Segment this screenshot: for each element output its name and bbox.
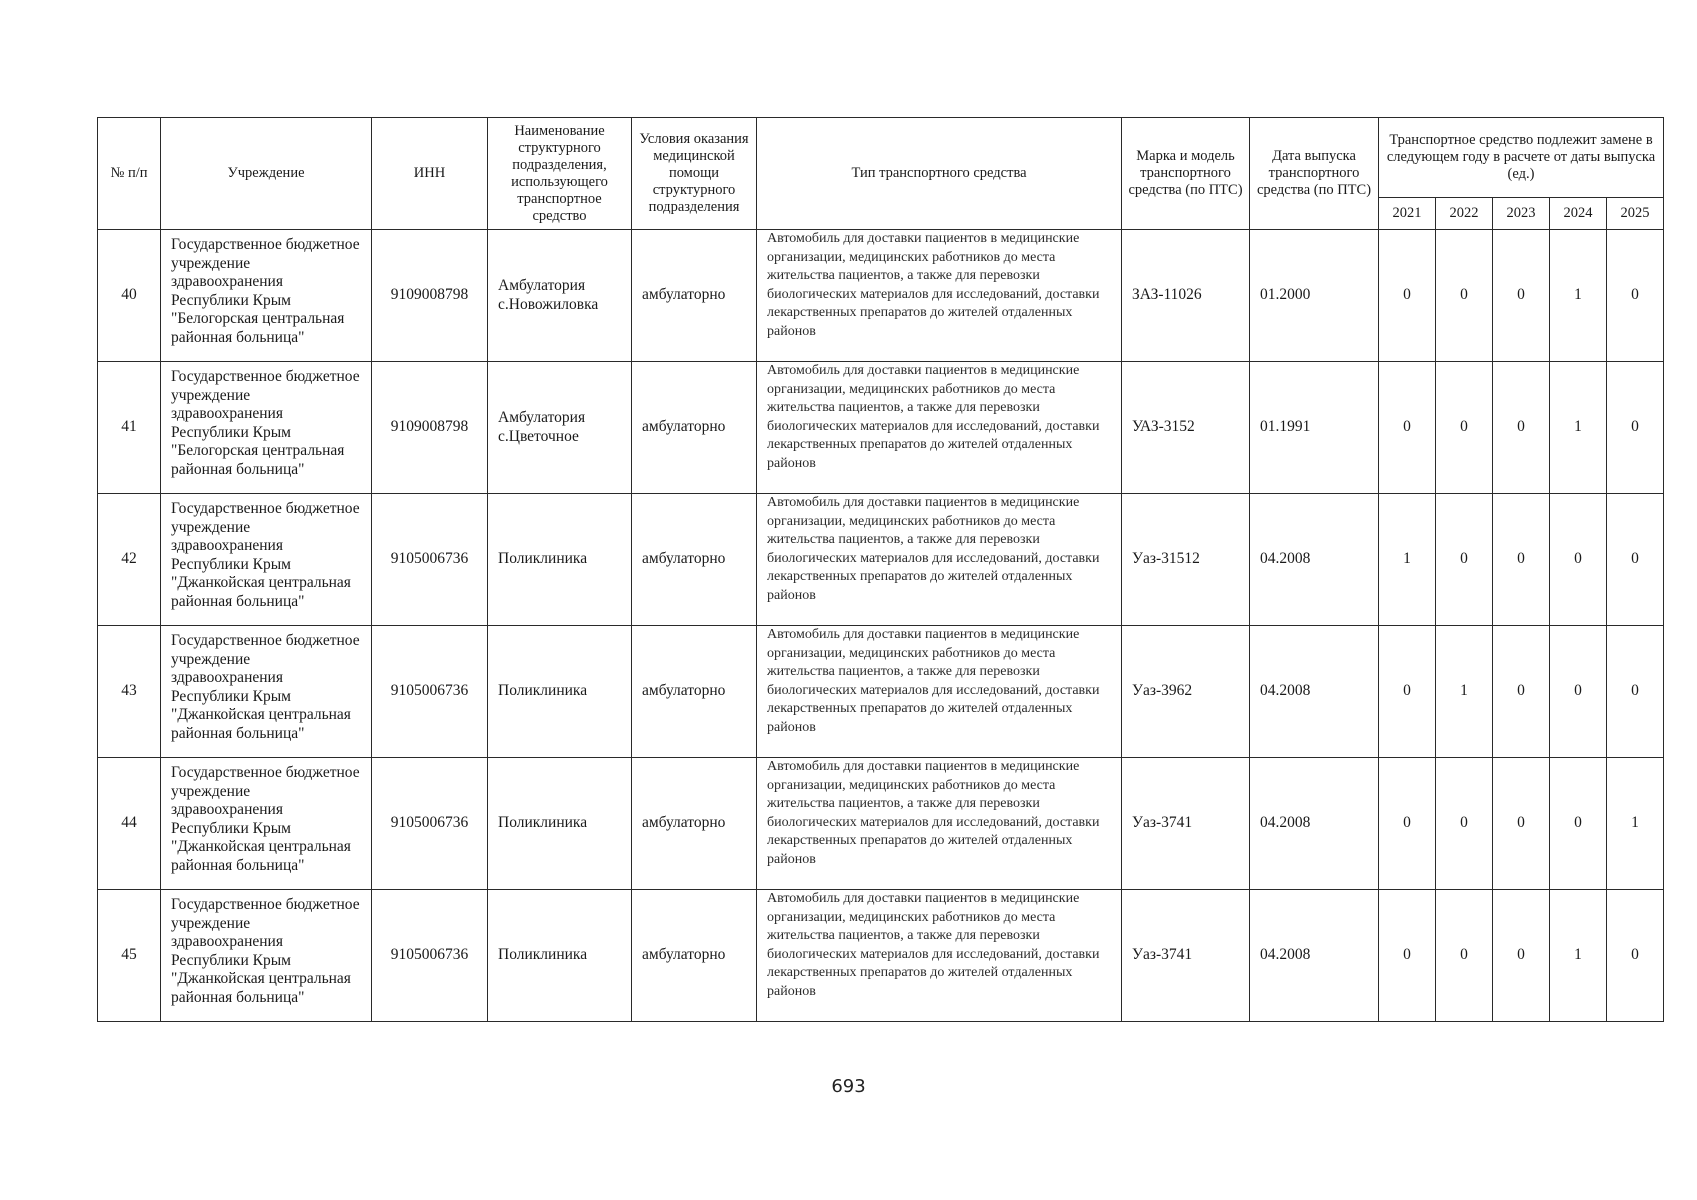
table-row xyxy=(98,626,1664,758)
row-conditions: амбулаторно xyxy=(632,362,757,494)
row-vehicle-type: Автомобиль для доставки пациентов в медицинские организации, медицинских работников до места жительства пациентов, а также для перевозки биологических материалов для исследований, доставки лекарственных препаратов до жителей отдаленных районов xyxy=(757,230,1122,362)
row-year-value: 1 xyxy=(1550,230,1607,362)
row-num: 42 xyxy=(98,494,161,626)
row-num: 41 xyxy=(98,362,161,494)
row-year-value: 0 xyxy=(1607,890,1664,1022)
row-year-value: 0 xyxy=(1550,758,1607,890)
row-model: Уаз-3741 xyxy=(1122,890,1250,1022)
row-model: УАЗ-3152 xyxy=(1122,362,1250,494)
header-year: 2021 xyxy=(1379,198,1436,230)
row-unit: Поликлиника xyxy=(488,758,632,890)
row-num: 40 xyxy=(98,230,161,362)
row-year-value: 0 xyxy=(1436,494,1493,626)
row-year-value: 1 xyxy=(1607,758,1664,890)
row-unit: Поликлиника xyxy=(488,626,632,758)
row-vehicle-type: Автомобиль для доставки пациентов в медицинские организации, медицинских работников до места жительства пациентов, а также для перевозки биологических материалов для исследований, доставки лекарственных препаратов до жителей отдаленных районов xyxy=(757,626,1122,758)
header-institution: Учреждение xyxy=(161,118,372,230)
table-row xyxy=(98,890,1664,1022)
row-model: ЗАЗ-11026 xyxy=(1122,230,1250,362)
row-inn: 9105006736 xyxy=(372,890,488,1022)
header-conditions: Условия оказания медицинской помощи структурного подразделения xyxy=(632,118,757,230)
row-year-value: 1 xyxy=(1436,626,1493,758)
row-release-date: 04.2008 xyxy=(1250,758,1379,890)
page-number: 693 xyxy=(831,1076,866,1097)
header-inn: ИНН xyxy=(372,118,488,230)
row-year-value: 0 xyxy=(1379,230,1436,362)
row-conditions: амбулаторно xyxy=(632,494,757,626)
row-inn: 9105006736 xyxy=(372,494,488,626)
row-year-value: 0 xyxy=(1436,890,1493,1022)
row-year-value: 0 xyxy=(1493,230,1550,362)
row-vehicle-type: Автомобиль для доставки пациентов в медицинские организации, медицинских работников до места жительства пациентов, а также для перевозки биологических материалов для исследований, доставки лекарственных препаратов до жителей отдаленных районов xyxy=(757,494,1122,626)
row-vehicle-type: Автомобиль для доставки пациентов в медицинские организации, медицинских работников до места жительства пациентов, а также для перевозки биологических материалов для исследований, доставки лекарственных препаратов до жителей отдаленных районов xyxy=(757,890,1122,1022)
row-year-value: 0 xyxy=(1550,494,1607,626)
row-vehicle-type: Автомобиль для доставки пациентов в медицинские организации, медицинских работников до места жительства пациентов, а также для перевозки биологических материалов для исследований, доставки лекарственных препаратов до жителей отдаленных районов xyxy=(757,362,1122,494)
row-year-value: 0 xyxy=(1493,758,1550,890)
row-year-value: 0 xyxy=(1493,626,1550,758)
row-year-value: 0 xyxy=(1607,626,1664,758)
row-release-date: 04.2008 xyxy=(1250,626,1379,758)
row-model: Уаз-3962 xyxy=(1122,626,1250,758)
row-institution: Государственное бюджетное учреждение здравоохранения Республики Крым "Белогорская центральная районная больница" xyxy=(161,230,372,362)
header-year: 2023 xyxy=(1493,198,1550,230)
row-unit: Поликлиника xyxy=(488,494,632,626)
row-model: Уаз-3741 xyxy=(1122,758,1250,890)
row-institution: Государственное бюджетное учреждение здравоохранения Республики Крым "Джанкойская центральная районная больница" xyxy=(161,890,372,1022)
row-release-date: 04.2008 xyxy=(1250,494,1379,626)
row-unit: Поликлиника xyxy=(488,890,632,1022)
row-conditions: амбулаторно xyxy=(632,758,757,890)
row-num: 44 xyxy=(98,758,161,890)
row-model: Уаз-31512 xyxy=(1122,494,1250,626)
row-release-date: 04.2008 xyxy=(1250,890,1379,1022)
row-year-value: 0 xyxy=(1379,758,1436,890)
row-year-value: 1 xyxy=(1550,890,1607,1022)
row-conditions: амбулаторно xyxy=(632,890,757,1022)
header-year: 2024 xyxy=(1550,198,1607,230)
header-year: 2025 xyxy=(1607,198,1664,230)
row-release-date: 01.2000 xyxy=(1250,230,1379,362)
table-body xyxy=(98,230,1664,1022)
row-inn: 9105006736 xyxy=(372,758,488,890)
table-header xyxy=(98,118,1664,230)
header-model: Марка и модель транспортного средства (по ПТС) xyxy=(1122,118,1250,230)
row-year-value: 0 xyxy=(1607,362,1664,494)
row-institution: Государственное бюджетное учреждение здравоохранения Республики Крым "Белогорская центральная районная больница" xyxy=(161,362,372,494)
row-year-value: 0 xyxy=(1493,362,1550,494)
row-release-date: 01.1991 xyxy=(1250,362,1379,494)
row-inn: 9105006736 xyxy=(372,626,488,758)
row-year-value: 1 xyxy=(1550,362,1607,494)
vehicle-replacement-table xyxy=(97,117,1664,1022)
table-row xyxy=(98,362,1664,494)
row-institution: Государственное бюджетное учреждение здравоохранения Республики Крым "Джанкойская центральная районная больница" xyxy=(161,626,372,758)
row-institution: Государственное бюджетное учреждение здравоохранения Республики Крым "Джанкойская центральная районная больница" xyxy=(161,758,372,890)
row-year-value: 0 xyxy=(1436,230,1493,362)
header-year: 2022 xyxy=(1436,198,1493,230)
row-inn: 9109008798 xyxy=(372,230,488,362)
row-year-value: 0 xyxy=(1607,494,1664,626)
row-num: 43 xyxy=(98,626,161,758)
row-year-value: 0 xyxy=(1493,890,1550,1022)
row-conditions: амбулаторно xyxy=(632,626,757,758)
header-num: № п/п xyxy=(98,118,161,230)
row-year-value: 0 xyxy=(1436,758,1493,890)
row-year-value: 0 xyxy=(1379,626,1436,758)
header-release-date: Дата выпуска транспортного средства (по ПТС) xyxy=(1250,118,1379,230)
row-institution: Государственное бюджетное учреждение здравоохранения Республики Крым "Джанкойская центральная районная больница" xyxy=(161,494,372,626)
row-year-value: 1 xyxy=(1379,494,1436,626)
row-year-value: 0 xyxy=(1379,890,1436,1022)
table-row xyxy=(98,494,1664,626)
row-inn: 9109008798 xyxy=(372,362,488,494)
row-year-value: 0 xyxy=(1607,230,1664,362)
row-num: 45 xyxy=(98,890,161,1022)
row-year-value: 0 xyxy=(1436,362,1493,494)
row-year-value: 0 xyxy=(1493,494,1550,626)
header-vehicle-type: Тип транспортного средства xyxy=(757,118,1122,230)
row-year-value: 0 xyxy=(1550,626,1607,758)
row-vehicle-type: Автомобиль для доставки пациентов в медицинские организации, медицинских работников до места жительства пациентов, а также для перевозки биологических материалов для исследований, доставки лекарственных препаратов до жителей отдаленных районов xyxy=(757,758,1122,890)
row-conditions: амбулаторно xyxy=(632,230,757,362)
table-row xyxy=(98,230,1664,362)
header-replacement: Транспортное средство подлежит замене в следующем году в расчете от даты выпуска (ед.) xyxy=(1379,118,1664,198)
table-row xyxy=(98,758,1664,890)
header-unit: Наименование структурного подразделения, использующего транспортное средство xyxy=(488,118,632,230)
row-unit: Амбулатория с.Цветочное xyxy=(488,362,632,494)
row-unit: Амбулатория с.Новожиловка xyxy=(488,230,632,362)
row-year-value: 0 xyxy=(1379,362,1436,494)
